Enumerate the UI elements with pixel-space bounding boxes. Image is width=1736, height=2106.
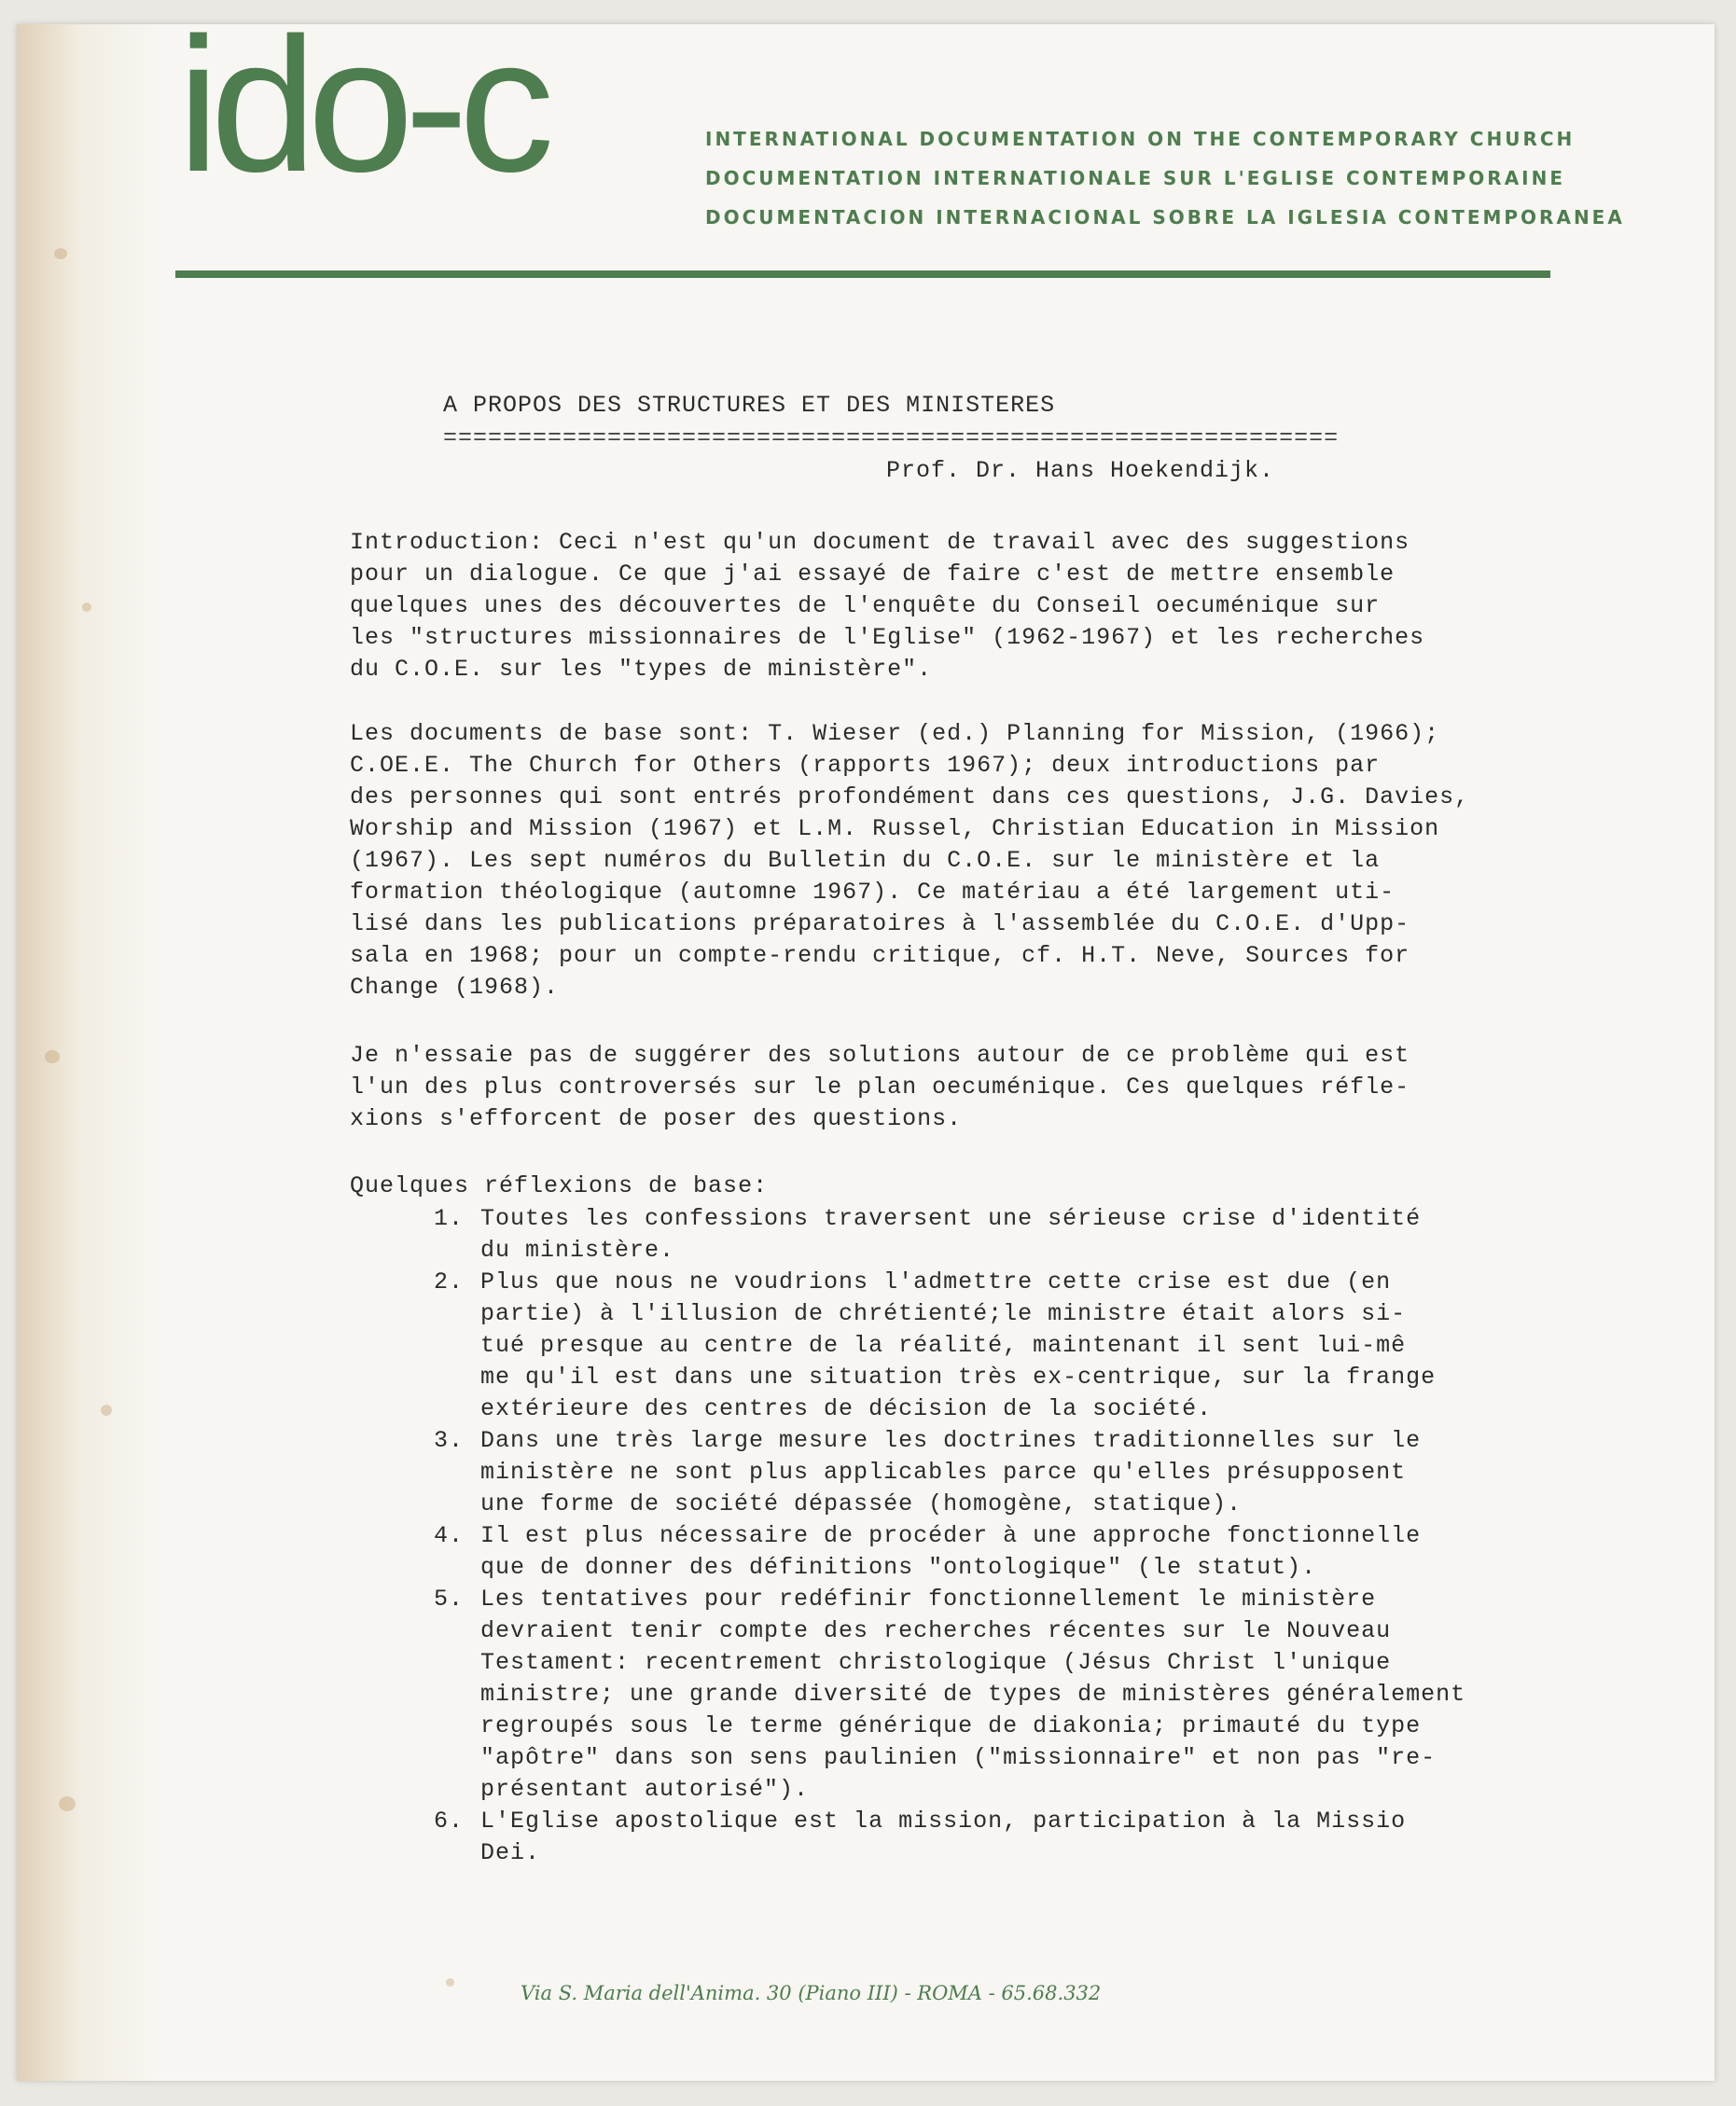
org-name-french: DOCUMENTATION INTERNATIONALE SUR L'EGLISE CONTEMPORAINE: [705, 167, 1566, 189]
list-item: [434, 1203, 1609, 1267]
list-item: [434, 1267, 1609, 1425]
document-title: A PROPOS DES STRUCTURES ET DES MINISTERES: [443, 392, 1056, 419]
item-number: 6.: [434, 1808, 465, 1835]
reflections-list: [434, 1203, 1609, 1869]
list-item: [434, 1520, 1609, 1584]
disclaimer-paragraph: Je n'essaie pas de suggérer des solutions autour de ce problème qui est l'un des plus controversés sur le plan oecuménique. Ces quelques réfle- xions s'efforcent de poser des questions.: [350, 1042, 1410, 1132]
paper-spot: [59, 1796, 76, 1811]
list-item: [434, 1584, 1609, 1806]
paper-spot: [54, 248, 67, 259]
item-number: 1.: [434, 1205, 465, 1232]
list-item: [434, 1806, 1609, 1869]
title-underline: ============================================================: [443, 424, 1340, 451]
author-line: Prof. Dr. Hans Hoekendijk.: [886, 457, 1275, 484]
footer-address: Via S. Maria dell'Anima. 30 (Piano III) - ROMA - 65.68.332: [521, 1982, 1102, 2004]
paper-stain: [17, 24, 157, 2081]
sources-paragraph: Les documents de base sont: T. Wieser (ed.) Planning for Mission, (1966); C.OE.E. The Church for Others (rapports 1967); deux introductions par des personnes qui sont entrés profondément dans ces questions, J.G. Davies, Worship and Mission (1967) et L.M. Russel, Christian Education in Mission (1967). Les sept numéros du Bulletin du C.O.E. sur le ministère et la formation théologique (automne 1967). Ce matériau a été largement uti- lisé dans les publications préparatoires à l'assemblée du C.O.E. d'Upp- sala en 1968; pour un compte-rendu critique, cf. H.T. Neve, Sources for Change (1968).: [350, 720, 1470, 1001]
item-number: 5.: [434, 1586, 465, 1613]
org-name-english: INTERNATIONAL DOCUMENTATION ON THE CONTEMPORARY CHURCH: [705, 128, 1576, 150]
item-number: 4.: [434, 1522, 465, 1549]
item-number: 3.: [434, 1427, 465, 1454]
item-text: L'Eglise apostolique est la mission, participation à la Missio Dei.: [480, 1808, 1407, 1866]
item-text: Toutes les confessions traversent une sérieuse crise d'identité du ministère.: [480, 1205, 1422, 1264]
item-text: Les tentatives pour redéfinir fonctionnellement le ministère devraient tenir compte des recherches récentes sur le Nouveau Testament: recentrement christologique (Jésus Christ l'unique ministre; une grande diversité de types de ministères généralement regroupés sous le terme générique de diakonia; primauté du type "apôtre" dans son sens paulinien ("missionnaire" et non pas "re- présentant autorisé").: [480, 1586, 1466, 1803]
list-item: [434, 1425, 1609, 1520]
paper-spot: [101, 1405, 112, 1416]
ido-c-logo: ido-c: [177, 0, 546, 212]
paper-spot: [45, 1050, 60, 1063]
item-text: Plus que nous ne voudrions l'admettre cette crise est due (en partie) à l'illusion de chrétienté;le ministre était alors si- tué presque au centre de la réalité, maintenant il sent lui-mê me qu'il est dans une situation très ex-centrique, sur la frange extérieure des centres de décision de la société.: [480, 1268, 1437, 1422]
introduction-paragraph: Introduction: Ceci n'est qu'un document de travail avec des suggestions pour un dialogue. Ce que j'ai essayé de faire c'est de mettre ensemble quelques unes des découvertes de l'enquête du Conseil oecuménique sur les "structures missionnaires de l'Eglise" (1962-1967) et les recherches du C.O.E. sur les "types de ministère".: [350, 529, 1425, 683]
paper-spot: [446, 1978, 454, 1987]
paper-spot: [82, 603, 91, 612]
organization-names: [705, 119, 1625, 237]
header-rule: [175, 270, 1550, 278]
list-heading: Quelques réflexions de base:: [350, 1172, 769, 1199]
item-text: Il est plus nécessaire de procéder à une approche fonctionnelle que de donner des définitions "ontologique" (le statut).: [480, 1522, 1422, 1581]
item-text: Dans une très large mesure les doctrines traditionnelles sur le ministère ne sont plus applicables parce qu'elles présupposent une forme de société dépassée (homogène, statique).: [480, 1427, 1422, 1517]
org-name-spanish: DOCUMENTACION INTERNACIONAL SOBRE LA IGLESIA CONTEMPORANEA: [705, 206, 1625, 229]
item-number: 2.: [434, 1268, 465, 1295]
